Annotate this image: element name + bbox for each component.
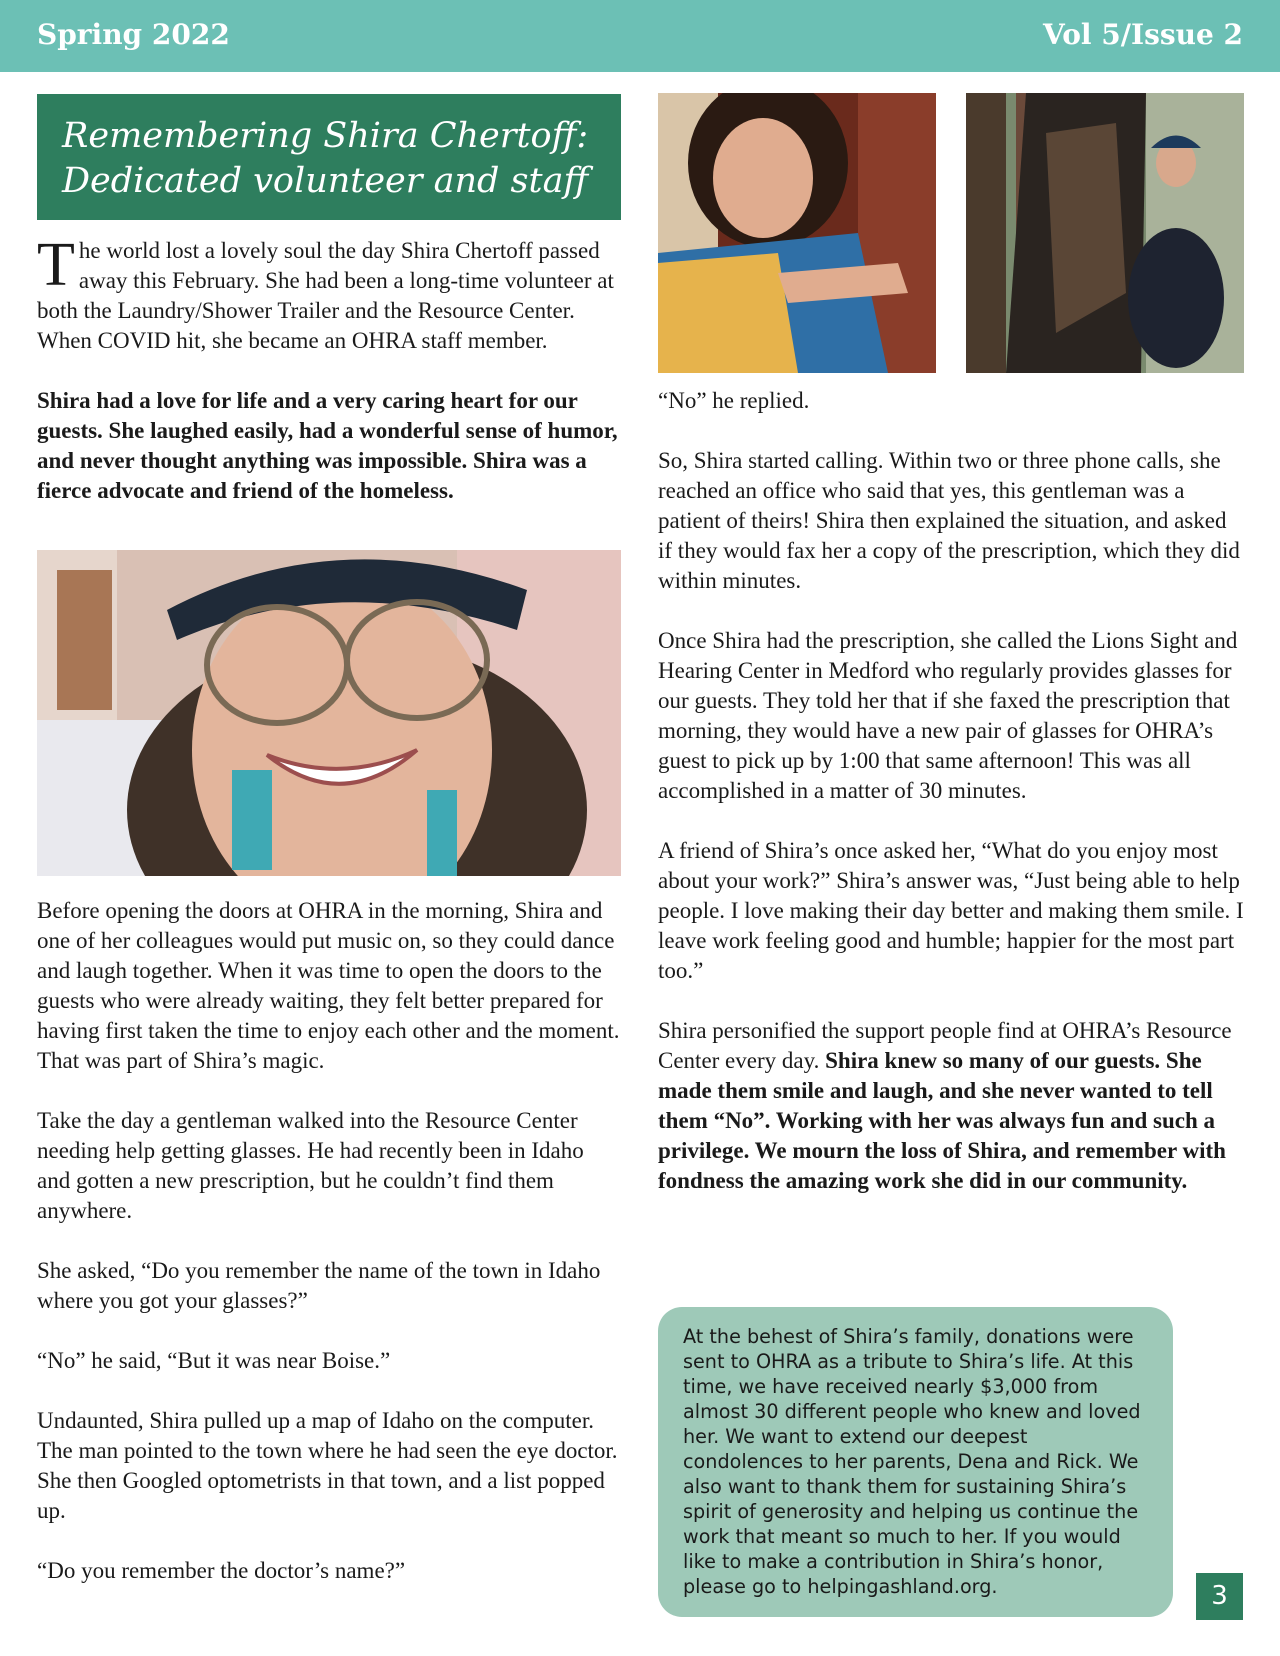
left-paragraph: Before opening the doors at OHRA in the morning, Shira and one of her colleagues would put music on, so they could dance and laugh together. When it was time to open the doors to the guests who were already waiting, they felt better prepared for having first taken the time to enjoy each other and the moment. That was part of Shira’s magic. xyxy=(37,898,620,1073)
issue-volume: Vol 5/Issue 2 xyxy=(1043,18,1243,51)
left-paragraph: “No” he said, “But it was near Boise.” xyxy=(37,1348,391,1373)
right-paragraph: Once Shira had the prescription, she called the Lions Sight and Hearing Center in Medford who regularly provides glasses for our guests. They told her that if she faxed the prescription that morning, they would have a new pair of glasses for OHRA’s guest to pick up by 1:00 that same afternoon! This was all accomplished in a matter of 30 minutes. xyxy=(658,628,1238,803)
article-title-line-2: Dedicated volunteer and staff xyxy=(62,161,589,201)
intro-text: he world lost a lovely soul the day Shira Chertoff passed away this February. She had been a long-time volunteer at both the Laundry/Shower Trailer and the Resource Center. When COVID hit, she became an OHRA staff member. xyxy=(37,238,614,353)
intro-paragraph xyxy=(37,231,622,356)
right-paragraph: So, Shira started calling. Within two or three phone calls, she reached an office who said that yes, this gentleman was a patient of theirs! Shira then explained the situation, and asked if they would fax her a copy of the prescription, which they did within minutes. xyxy=(658,448,1240,593)
newsletter-header-bar xyxy=(0,0,1280,72)
left-column xyxy=(37,231,622,1616)
left-paragraph: Take the day a gentleman walked into the Resource Center needing help getting glasses. He had recently been in Idaho and gotten a new prescription, but he couldn’t find them anywhere. xyxy=(37,1108,584,1223)
donation-callout: At the behest of Shira’s family, donations were sent to OHRA as a tribute to Shira’s life. At this time, we have received nearly $3,000 from almost 30 different people who knew and loved her. We want to extend our deepest condolences to her parents, Dena and Rick. We also want to thank them for sustaining Shira’s spirit of generosity and helping us continue the work that meant so much to her. If you would like to make a contribution in Shira’s honor, please go to helpingashland.org. xyxy=(658,1307,1173,1617)
page-number: 3 xyxy=(1196,1573,1243,1620)
left-paragraph: Undaunted, Shira pulled up a map of Idaho on the computer. The man pointed to the town where he had seen the eye doctor. She then Googled optometrists in that town, and a list popped up. xyxy=(37,1408,618,1523)
closing-plain: Shira personified the support people find at OHRA’s Resource Center every day. xyxy=(658,1018,1232,1073)
left-paragraph: She asked, “Do you remember the name of the town in Idaho where you got your glasses?” xyxy=(37,1258,601,1313)
photo-shira-smiling xyxy=(658,93,936,373)
closing-paragraph xyxy=(658,1016,1244,1196)
photo-shira-redwoods xyxy=(966,93,1244,373)
right-paragraph: A friend of Shira’s once asked her, “What do you enjoy most about your work?” Shira’s answer was, “Just being able to help people. I love making their day better and making them smile. I leave work feeling good and humble; happier for the most part too.” xyxy=(658,838,1244,983)
drop-cap: T xyxy=(37,231,75,299)
right-paragraph: “No” he replied. xyxy=(658,388,810,413)
highlight-paragraph: Shira had a love for life and a very caring heart for our guests. She laughed easily, had a wonderful sense of humor, and never thought anything was impossible. Shira was a fierce advocate and friend of the homeless. xyxy=(37,388,618,503)
right-column xyxy=(658,386,1244,1226)
issue-season: Spring 2022 xyxy=(37,18,230,51)
closing-bold: Shira knew so many of our guests. She made them smile and laugh, and she never wanted to tell them “No”. Working with her was always fun and such a privilege. We mourn the loss of Shira, and remember with fondness the amazing work she did in our community. xyxy=(658,1048,1226,1193)
left-paragraph: “Do you remember the doctor’s name?” xyxy=(37,1558,406,1583)
portrait-photo-selfie xyxy=(37,550,621,876)
article-title xyxy=(37,94,621,220)
article-title-line-1: Remembering Shira Chertoff: xyxy=(62,116,589,156)
